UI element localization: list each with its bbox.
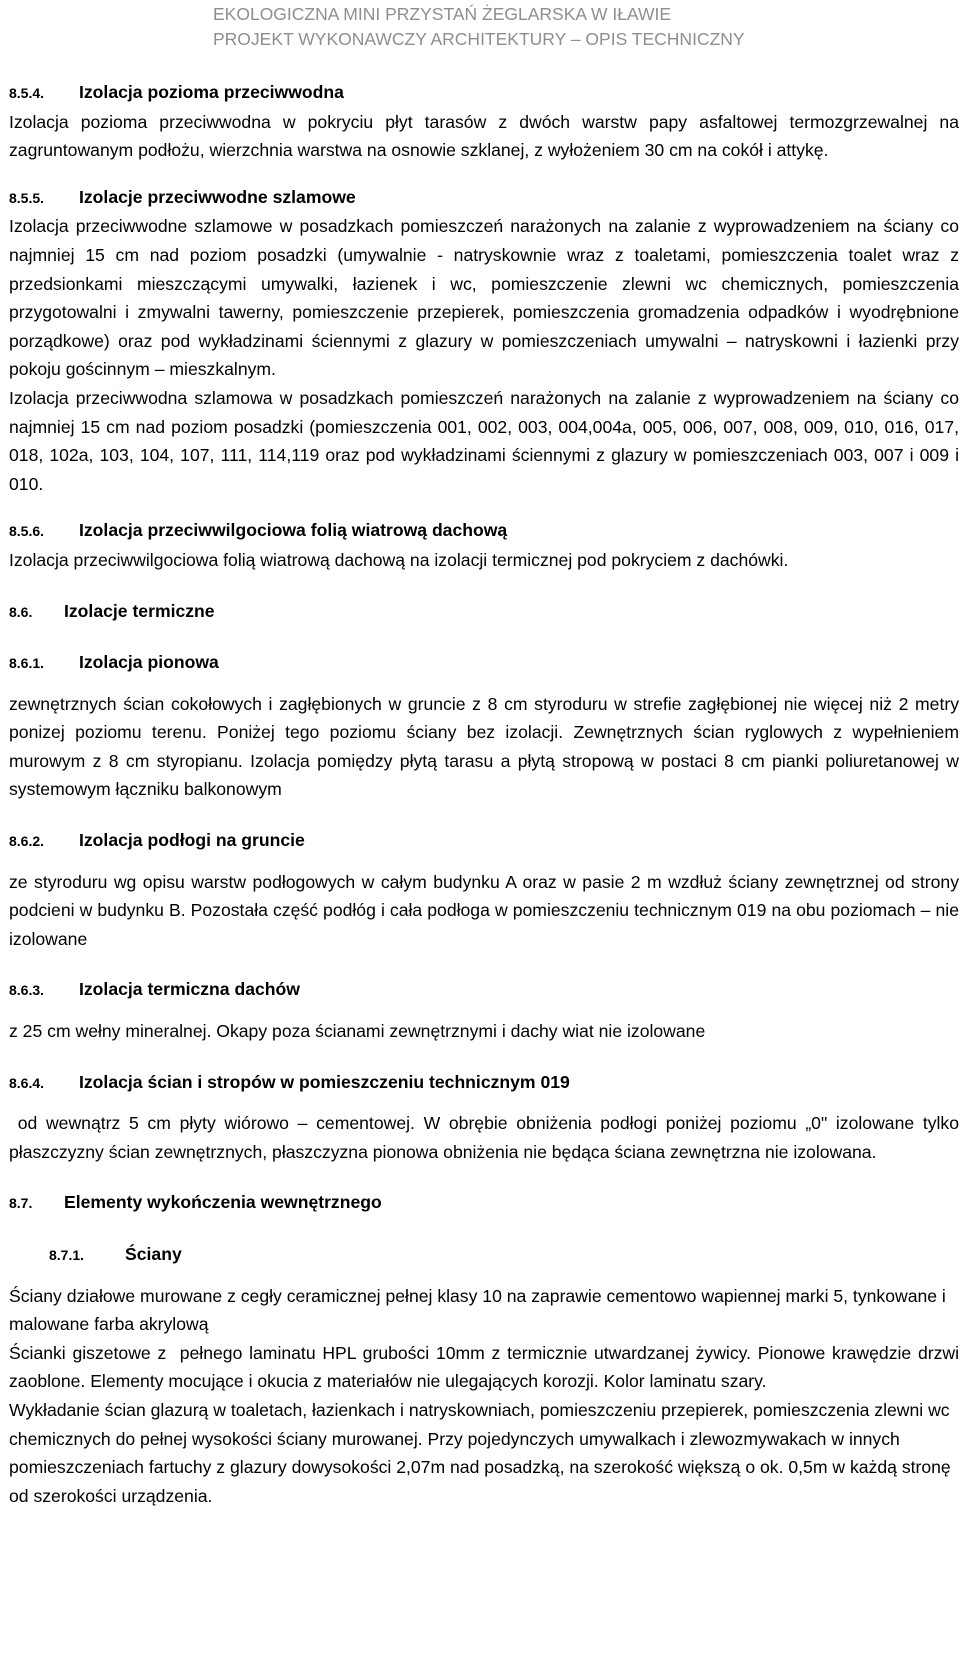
paragraph: z 25 cm wełny mineralnej. Okapy poza ścianami zewnętrznymi i dachy wiat nie izolowane: [9, 1021, 706, 1042]
header-line-2: PROJEKT WYKONAWCZY ARCHITEKTURY – OPIS TECHNICZNY: [213, 29, 745, 49]
section-heading-8-6-1: [9, 648, 959, 678]
section-title: Izolacja termiczna dachów: [79, 979, 300, 1000]
section-number: 8.6.4.: [9, 1074, 45, 1091]
section-number: 8.5.4.: [9, 85, 45, 101]
page-header: [213, 2, 745, 52]
section-heading-8-6-3: [9, 975, 959, 1005]
paragraph: Izolacja przeciwwilgociowa folią wiatrową dachową na izolacji termicznej pod pokryciem z dachówki.: [9, 549, 789, 570]
section-number: 8.6.3.: [9, 982, 45, 999]
section-title: Izolacja pozioma przeciwwodna: [79, 82, 344, 102]
paragraph: ze styroduru wg opisu warstw podłogowych w całym budynku A oraz w pasie 2 m wzdłuż ściany zewnętrznej od strony podcieni w budynku B. Pozostała część podłóg i cała podłoga w pomieszczeniu technicznym 019 na obu poziomach – nie izolowane: [9, 871, 959, 949]
section-title: Izolacja przeciwwilgociowa folią wiatrową dachową: [79, 520, 508, 541]
section-number: 8.6.1.: [9, 655, 45, 672]
section-number: 8.5.5.: [9, 189, 45, 206]
section-title: Izolacje przeciwwodne szlamowe: [79, 186, 356, 207]
section-title: Elementy wykończenia wewnętrznego: [64, 1192, 382, 1213]
section-number: 8.6.: [9, 603, 33, 620]
section-heading-8-5-6: [9, 516, 959, 546]
section-title: Ściany: [125, 1244, 182, 1264]
section-number: 8.6.2.: [9, 833, 45, 850]
header-line-1: EKOLOGICZNA MINI PRZYSTAŃ ŻEGLARSKA W IŁAWIE: [213, 4, 671, 24]
paragraph: Ściany działowe murowane z cegły ceramicznej pełnej klasy 10 na zaprawie cementowo wapiennej marki 5, tynkowane i malowane farba akrylową: [9, 1285, 946, 1335]
paragraph: Izolacja przeciwwodna szlamowa w posadzkach pomieszczeń narażonych na zalanie z wyprowadzeniem na ściany co najmniej 15 cm nad poziom posadzki (pomieszczenia 001, 002, 003, 004,004a, 005, 006, 007, 008, 009, 010, 016, 017, 018, 102a, 103, 104, 107, 111, 114,119 oraz pod wykładzinami ściennymi z glazury w pomieszczeniach 003, 007 i 009 i 010.: [9, 387, 959, 494]
section-title: Izolacja ścian i stropów w pomieszczeniu technicznym 019: [79, 1071, 570, 1092]
paragraph: Ścianki giszetowe z pełnego laminatu HPL grubości 10mm z termicznie utwardzanej żywicy. Pionowe krawędzie drzwi zaoblone. Elementy mocujące i okucia z materiałów nie ulegających korozji. Kolor laminatu szary.: [9, 1342, 959, 1392]
section-heading-8-7: [9, 1188, 959, 1218]
section-number: 8.5.6.: [9, 523, 45, 540]
section-heading-8-5-5: [9, 183, 959, 213]
paragraph: zewnętrznych ścian cokołowych i zagłębionych w gruncie z 8 cm styroduru w strefie zagłębionej nie więcej niż 2 metry ponizej poziomu terenu. Poniżej tego poziomu ściany bez izolacji. Zewnętrznych ścian ryglowych z wypełnieniem murowym z 8 cm styropianu. Izolacja pomiędzy płytą tarasu a płytą stropową w postaci 8 cm pianki poliuretanowej w systemowym łączniku balkonowym: [9, 693, 959, 800]
section-heading-8-6-4: [9, 1068, 959, 1098]
section-number: 8.7.1.: [49, 1247, 85, 1263]
section-title: Izolacja podłogi na gruncie: [79, 830, 305, 851]
section-heading-8-6-2: [9, 826, 959, 856]
section-heading-8-7-1: [9, 1240, 959, 1270]
paragraph: Izolacja przeciwwodne szlamowe w posadzkach pomieszczeń narażonych na zalanie z wyprowadzeniem na ściany co najmniej 15 cm nad poziom posadzki (umywalnie - natryskownie wraz z toaletami, pomieszczenia toalet wraz z przedsionkami mieszczącymi umywalki, łazienek i wc, pomieszczenie zlewni wc chemicznych, pomieszczenia przygotowalni i zmywalni tawerny, pomieszczenie przepierek, pomieszczenia gromadzenia odpadków i wyodrębnione porządkowe) oraz pod wykładzinami ściennymi z glazury w pomieszczeniach umywalni – natryskowni i łazienki przy pokoju gościnnym – mieszkalnym.: [9, 216, 959, 380]
section-heading-8-5-4: [9, 78, 959, 108]
section-title: Izolacja pionowa: [79, 652, 219, 673]
section-title: Izolacje termiczne: [64, 600, 215, 621]
paragraph: Wykładanie ścian glazurą w toaletach, łazienkach i natryskowniach, pomieszczeniu przepierek, pomieszczenia zlewni wc chemicznych do pełnej wysokości ściany murowanej. Przy pojedynczych umywalkach i zlewozmywakach w innych pomieszczeniach fartuchy z glazury dowysokości 2,07m nad posadzką, na szerokość większą o ok. 0,5m w każdą stronę od szerokości urządzenia.: [9, 1399, 951, 1506]
section-heading-8-6: [9, 597, 959, 627]
paragraph: Izolacja pozioma przeciwwodna w pokryciu płyt tarasów z dwóch warstw papy asfaltowej termozgrzewalnej na zagruntowanym podłożu, wierzchnia warstwa na osnowie szklanej, z wyłożeniem 30 cm na cokół i attykę.: [9, 111, 959, 161]
document-body: [9, 78, 959, 1510]
section-number: 8.7.: [9, 1195, 33, 1212]
paragraph: od wewnątrz 5 cm płyty wiórowo – cementowej. W obrębie obniżenia podłogi poniżej poziomu „0" izolowane tylko płaszczyzny ścian zewnętrznych, płaszczyzna pionowa obniżenia nie będąca ściana zewnętrzna nie izolowana.: [9, 1113, 960, 1162]
